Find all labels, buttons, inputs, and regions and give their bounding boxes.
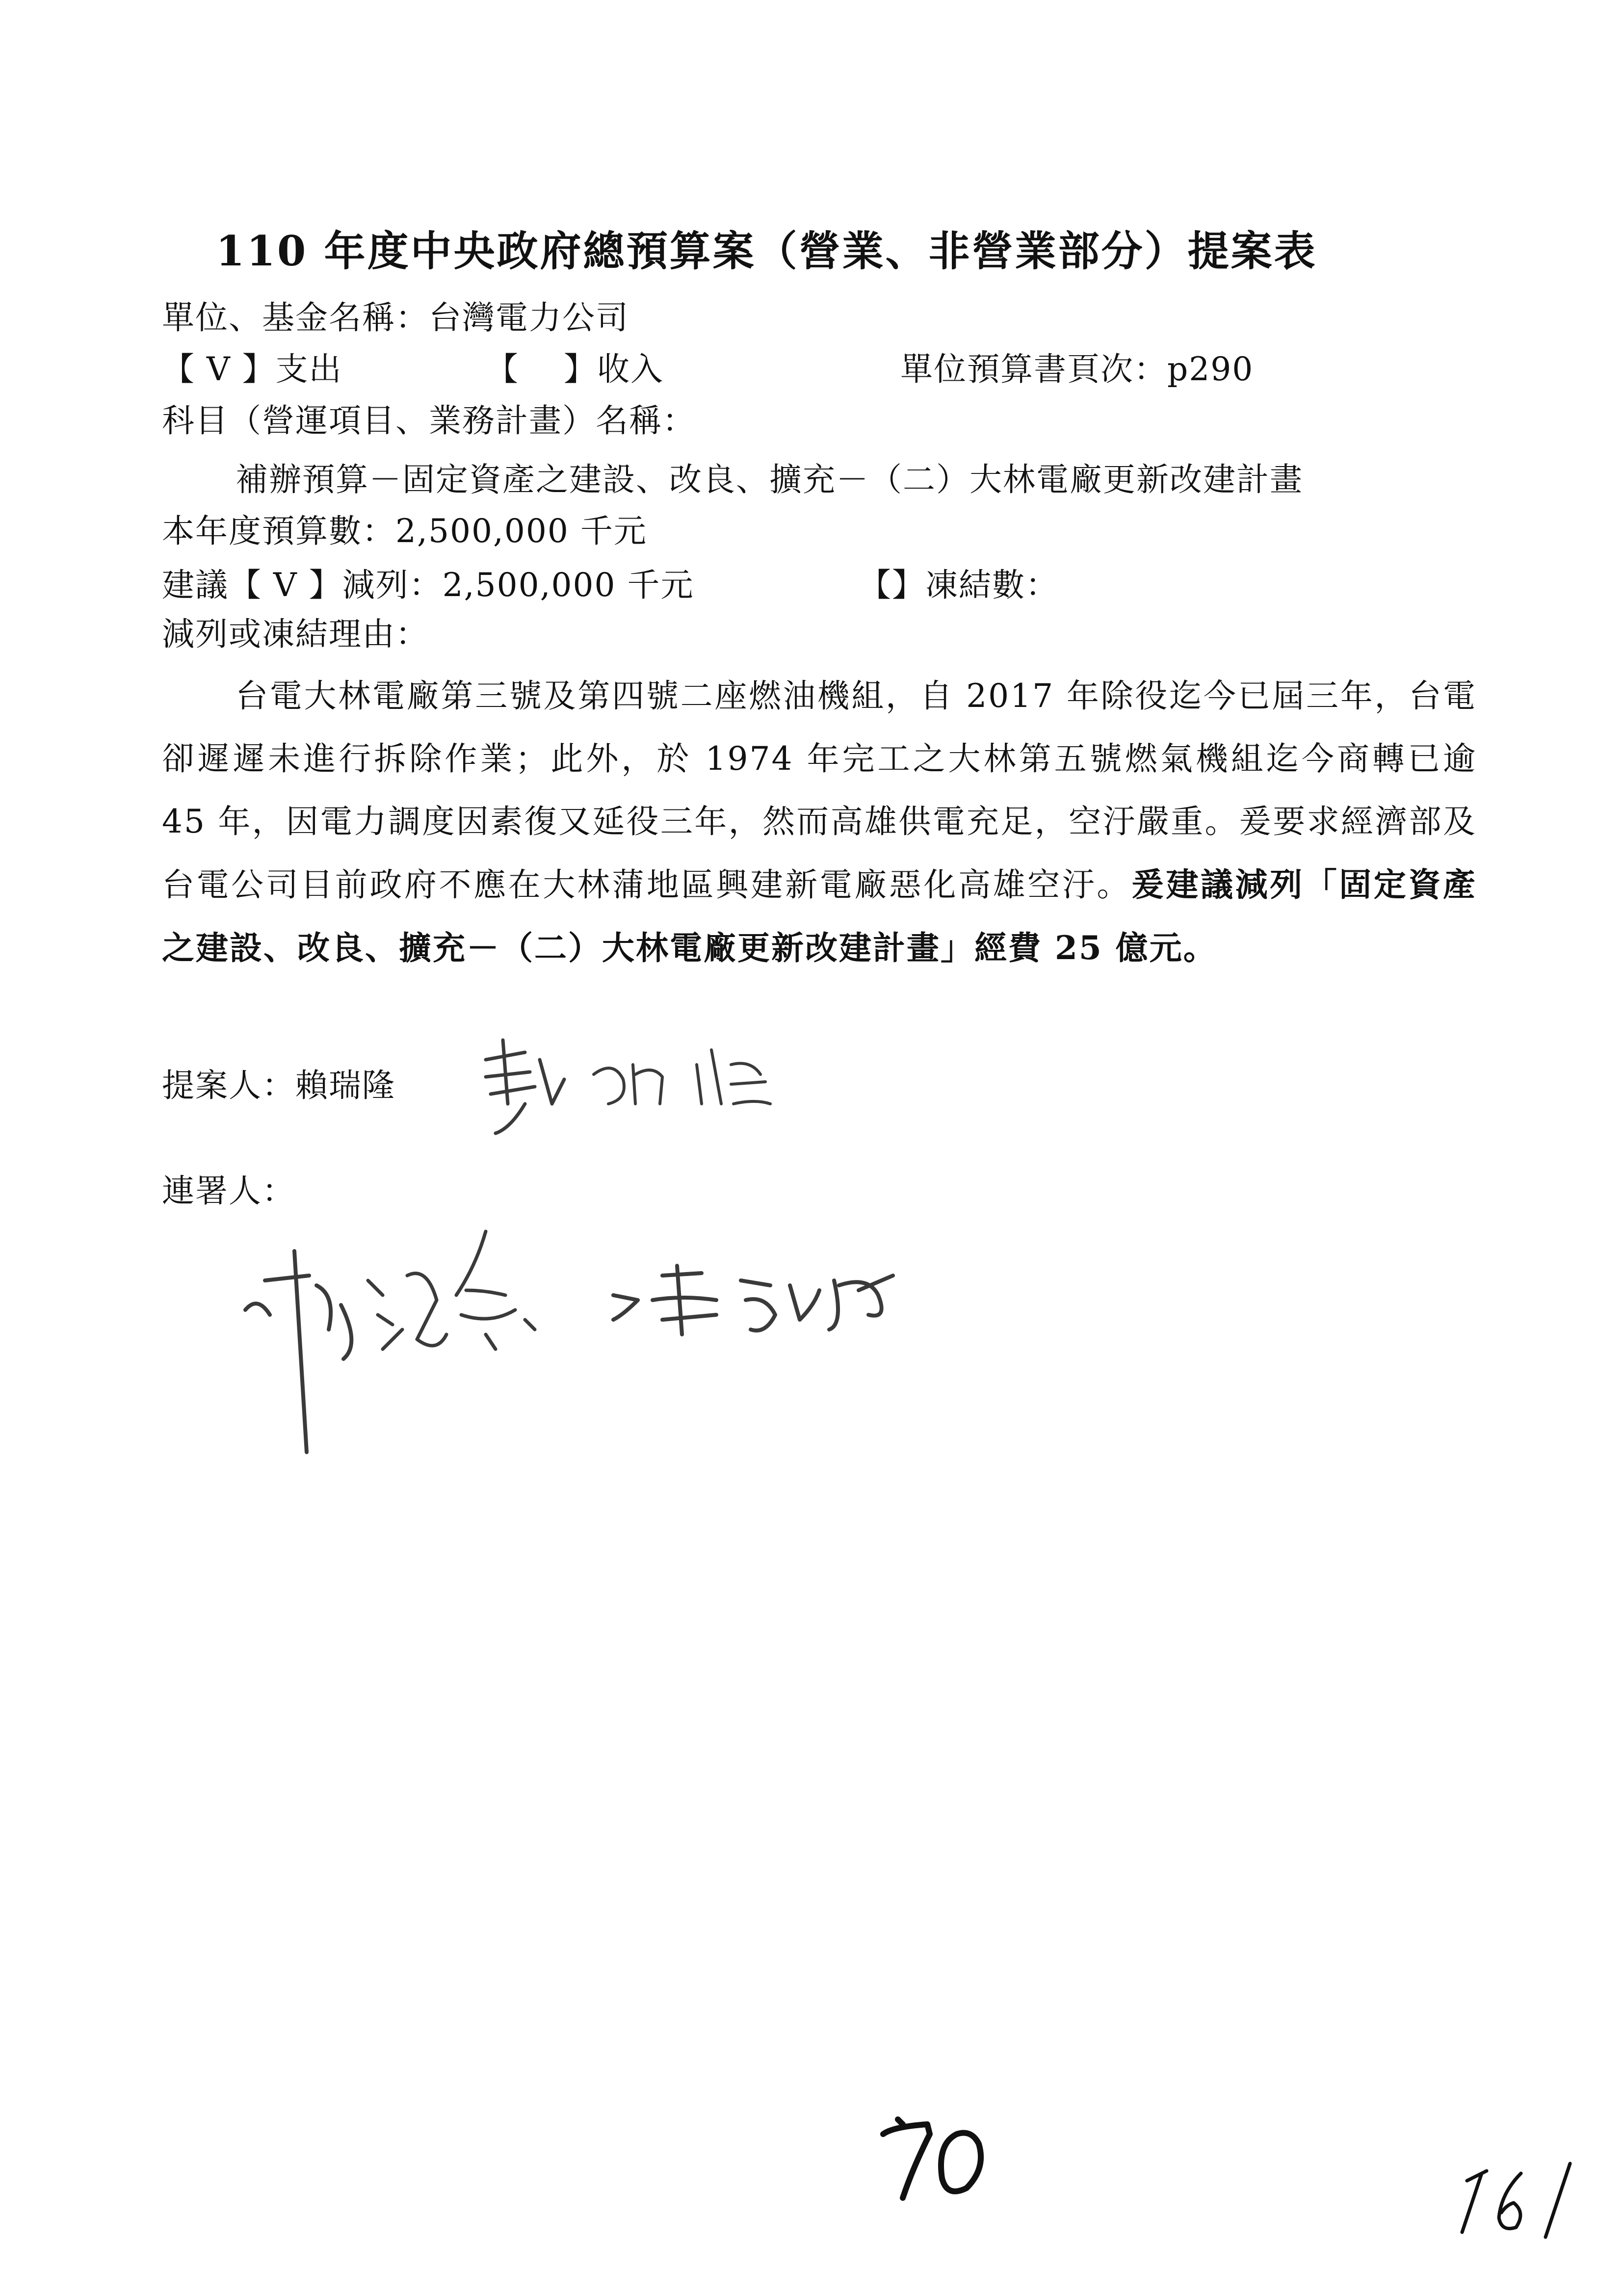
cosigner-signature-1 (231, 1217, 550, 1457)
subject-name: 補辦預算－固定資產之建設、改良、擴充－（二）大林電廠更新改建計畫 (236, 461, 1303, 498)
proposer: 提案人：賴瑞隆 (162, 1067, 395, 1104)
suggest-cut: 建議【 V 】減列：2,500,000 千元 (162, 566, 694, 604)
proposer-signature (466, 1030, 810, 1143)
freeze-amount: 【】凍結數： (859, 566, 1059, 604)
expense-checkbox: 【 V 】支出 (162, 350, 342, 388)
svg-text:70: 70 (873, 2114, 874, 2115)
income-checkbox: 【 】收入 (486, 350, 664, 388)
cosigner-signature-2 (603, 1256, 898, 1344)
handwritten-number-70 (873, 2114, 1001, 2208)
reason-text: 台電大林電廠第三號及第四號二座燃油機組，自 2017 年除役迄今已屆三年，台電卻遲遲未進行拆除作業；此外，於 1974 年完工之大林第五號燃氣機組迄今商轉已逾 45 年，因電力調度因素復又延役三年，然而高雄供電充足，空汙嚴重。爰要求經濟部及台電公司目前政府不應在大林蒲地區興建新電廠惡化高雄空汙。 (162, 677, 1477, 904)
document-title: 110 年度中央政府總預算案（營業、非營業部分）提案表 (216, 227, 1317, 275)
cosigners-label: 連署人： (162, 1172, 295, 1210)
budget-amount: 本年度預算數：2,500,000 千元 (162, 512, 647, 550)
unit-name: 單位、基金名稱：台灣電力公司 (162, 299, 629, 337)
reason-label: 減列或凍結理由： (162, 615, 429, 653)
handwritten-number-161 (1452, 2154, 1590, 2247)
budget-page-ref: 單位預算書頁次：p290 (900, 350, 1254, 388)
reason-bold-text: 爰建議減列「固定資產之建設、改良、擴充－（二）大林電廠更新改建計畫」經費 25 億元。 (162, 865, 1477, 967)
reason-paragraph (162, 665, 1477, 980)
subject-label: 科目（營運項目、業務計畫）名稱： (162, 402, 696, 440)
